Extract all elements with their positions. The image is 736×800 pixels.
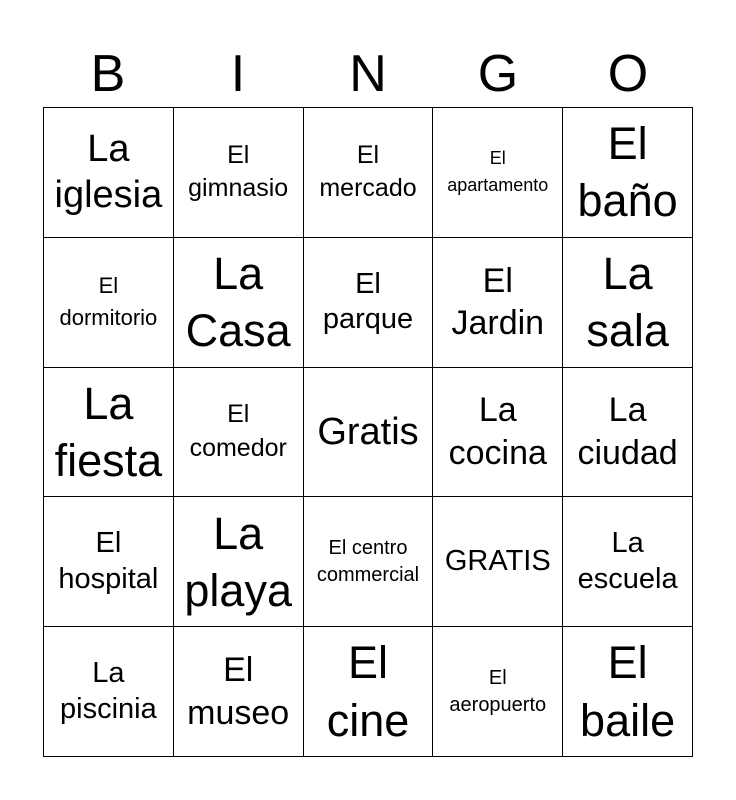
bingo-cell: La sala: [563, 238, 693, 368]
bingo-cell: El mercado: [304, 108, 434, 238]
bingo-cell: El baño: [563, 108, 693, 238]
bingo-cell: El centro commercial: [304, 497, 434, 627]
bingo-cell: La Casa: [174, 238, 304, 368]
bingo-cell: El museo: [174, 627, 304, 757]
bingo-cell: La cocina: [433, 368, 563, 498]
bingo-cell: La fiesta: [44, 368, 174, 498]
bingo-cell: El dormitorio: [44, 238, 174, 368]
header-letter-o: O: [607, 45, 649, 103]
bingo-cell: La iglesia: [44, 108, 174, 238]
free-space-cell: Gratis: [304, 368, 434, 498]
bingo-cell: La piscinia: [44, 627, 174, 757]
bingo-cell: El comedor: [174, 368, 304, 498]
bingo-cell: El cine: [304, 627, 434, 757]
bingo-header: [43, 40, 693, 108]
bingo-cell: El gimnasio: [174, 108, 304, 238]
header-letter-b: B: [90, 45, 126, 103]
header-letter-n: N: [349, 45, 387, 103]
bingo-cell: La escuela: [563, 497, 693, 627]
bingo-cell: El aeropuerto: [433, 627, 563, 757]
bingo-card-grid: [43, 107, 693, 757]
header-letter-i: I: [230, 45, 246, 103]
bingo-cell: La playa: [174, 497, 304, 627]
bingo-cell: El hospital: [44, 497, 174, 627]
header-letter-g: G: [477, 45, 519, 103]
bingo-cell: El apartamento: [433, 108, 563, 238]
bingo-cell: La ciudad: [563, 368, 693, 498]
bingo-cell: El parque: [304, 238, 434, 368]
bingo-cell: El Jardin: [433, 238, 563, 368]
free-space-cell: GRATIS: [433, 497, 563, 627]
bingo-cell: El baile: [563, 627, 693, 757]
